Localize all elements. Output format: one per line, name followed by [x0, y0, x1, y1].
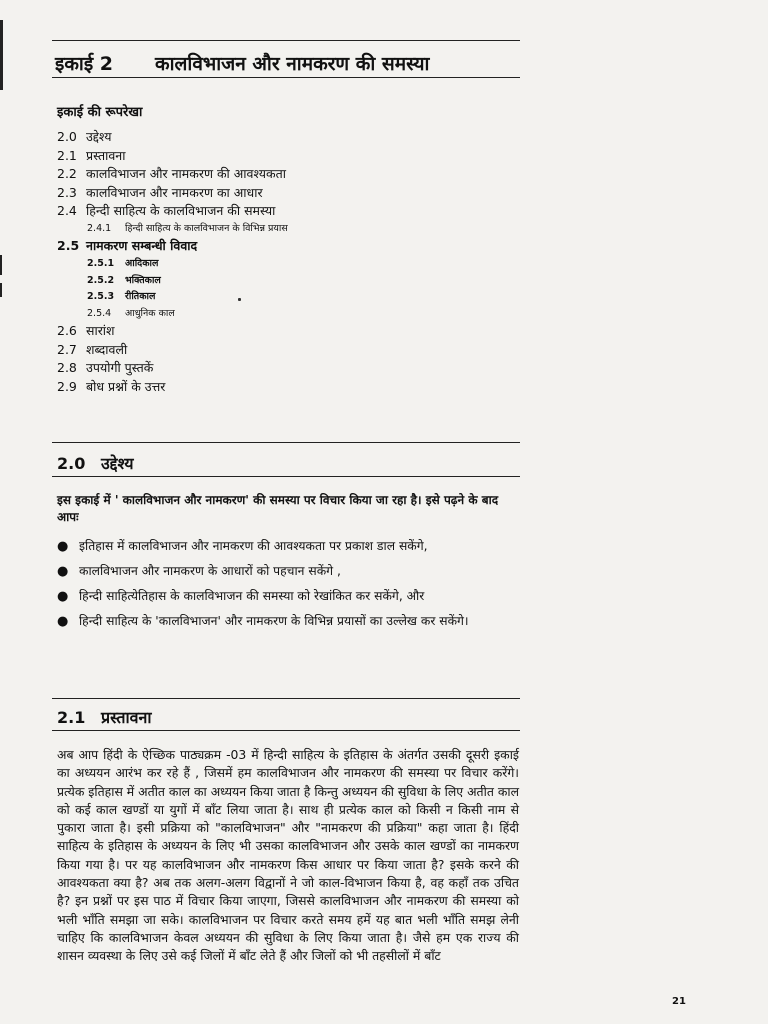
outline-subitem: 2.5.2 भक्तिकाल [87, 274, 161, 286]
page-number: 21 [672, 996, 686, 1007]
section-rule-bottom [52, 730, 520, 731]
outline-item: 2.9 बोध प्रश्नों के उत्तर [57, 378, 166, 394]
binding-edge-mark [0, 283, 2, 297]
top-rule [52, 40, 520, 41]
outline-item: 2.5 नामकरण सम्बन्धी विवाद [57, 238, 198, 254]
unit-number: इकाई 2 [55, 53, 114, 75]
outline-item: 2.7 शब्दावली [57, 341, 128, 357]
outline-item: 2.6 सारांश [57, 323, 115, 339]
objective-item: ● हिन्दी साहित्येतिहास के कालविभाजन की समस्या को रेखांकित कर सकेंगे, और [57, 589, 425, 604]
outline-subitem: 2.5.4 आधुनिक काल [87, 307, 175, 319]
section-heading-objectives: 2.0 उद्देश्य [57, 454, 134, 473]
outline-item: 2.4 हिन्दी साहित्य के कालविभाजन की समस्या [57, 203, 276, 219]
objectives-list [57, 538, 517, 638]
section-rule-top [52, 442, 520, 443]
bullet-icon: ● [57, 614, 69, 629]
unit-heading-rule [52, 77, 520, 78]
outline-subitem: 2.4.1 हिन्दी साहित्य के कालविभाजन के विभिन्न प्रयास [87, 222, 288, 234]
objectives-intro: इस इकाई में ' कालविभाजन और नामकरण' की समस्या पर विचार किया जा रहा है। इसे पढ़ने के बाद आपः [57, 493, 499, 524]
objective-item: ● इतिहास में कालविभाजन और नामकरण की आवश्यकता पर प्रकाश डाल सकेंगे, [57, 539, 428, 554]
outline-subitem: 2.5.3 रीतिकाल [87, 291, 156, 303]
unit-title: कालविभाजन और नामकरण की समस्या [155, 53, 430, 75]
objective-item: ● हिन्दी साहित्य के 'कालविभाजन' और नामकरण के विभिन्न प्रयासों का उल्लेख कर सकेंगे। [57, 614, 469, 629]
bullet-icon: ● [57, 589, 69, 604]
objective-item: ● कालविभाजन और नामकरण के आधारों को पहचान सकेंगे , [57, 564, 341, 579]
outline-list [57, 128, 517, 396]
binding-edge-mark [0, 20, 3, 90]
outline-item: 2.3 कालविभाजन और नामकरण का आधार [57, 184, 263, 200]
introduction-paragraph: अब आप हिंदी के ऐच्छिक पाठ्यक्रम -03 में हिन्दी साहित्य के इतिहास के अंतर्गत उसकी दूसरी इकाई का अध्ययन आरंभ कर रहे हैं , जिसमें हम कालविभाजन और नामकरण की समस्या पर विचार करेंगे। प्रत्येक इतिहास में अतीत काल का अध्ययन किया जाता है किन्तु अध्ययन की सुविधा के लिए अतीत काल को कई काल खण्डों या युगों में बाँट लिया जाता है। साथ ही प्रत्येक काल को किसी न किसी नाम से पुकारा जाता है। इसी प्रक्रिया को "कालविभाजन" और "नामकरण की प्रक्रिया" कहा जाता है। हिंदी साहित्य के इतिहास के अध्ययन के लिए भी उसका कालविभाजन और उसके काल खण्डों का नामकरण किया गया है। पर यह कालविभाजन और नामकरण किस आधार पर किया जाता है? इसके करने की आवश्यकता क्या है? अब तक अलग-अलग विद्वानों ने जो काल-विभाजन किया है, वह कहाँ तक उचित है? इन प्रश्नों पर इस पाठ में विचार किया जाएगा, जिससे कालविभाजन और नामकरण की समस्या को भली भाँति समझा जा सके। कालविभाजन पर विचार करते समय हमें यह बात भली भाँति समझ लेनी चाहिए कि कालविभाजन केवल अध्ययन की सुविधा के लिए किया जाता है। जैसे हम एक राज्य की शासन व्यवस्था के लिए उसे कई जिलों में बाँट लेते हैं और जिलों को भी तहसीलों में बाँट [57, 747, 519, 964]
print-speck [238, 298, 241, 301]
outline-heading: इकाई की रूपरेखा [57, 105, 143, 120]
bullet-icon: ● [57, 564, 69, 579]
section-rule-top [52, 698, 520, 699]
binding-edge-mark [0, 255, 2, 275]
section-heading-introduction: 2.1 प्रस्तावना [57, 708, 152, 727]
outline-subitem: 2.5.1 आदिकाल [87, 258, 159, 270]
outline-item: 2.1 प्रस्तावना [57, 147, 126, 163]
unit-heading [55, 50, 525, 76]
bullet-icon: ● [57, 539, 69, 554]
outline-item: 2.0 उद्देश्य [57, 129, 112, 144]
outline-item: 2.2 कालविभाजन और नामकरण की आवश्यकता [57, 166, 287, 182]
section-rule-bottom [52, 476, 520, 477]
outline-item: 2.8 उपयोगी पुस्तकें [57, 360, 154, 376]
